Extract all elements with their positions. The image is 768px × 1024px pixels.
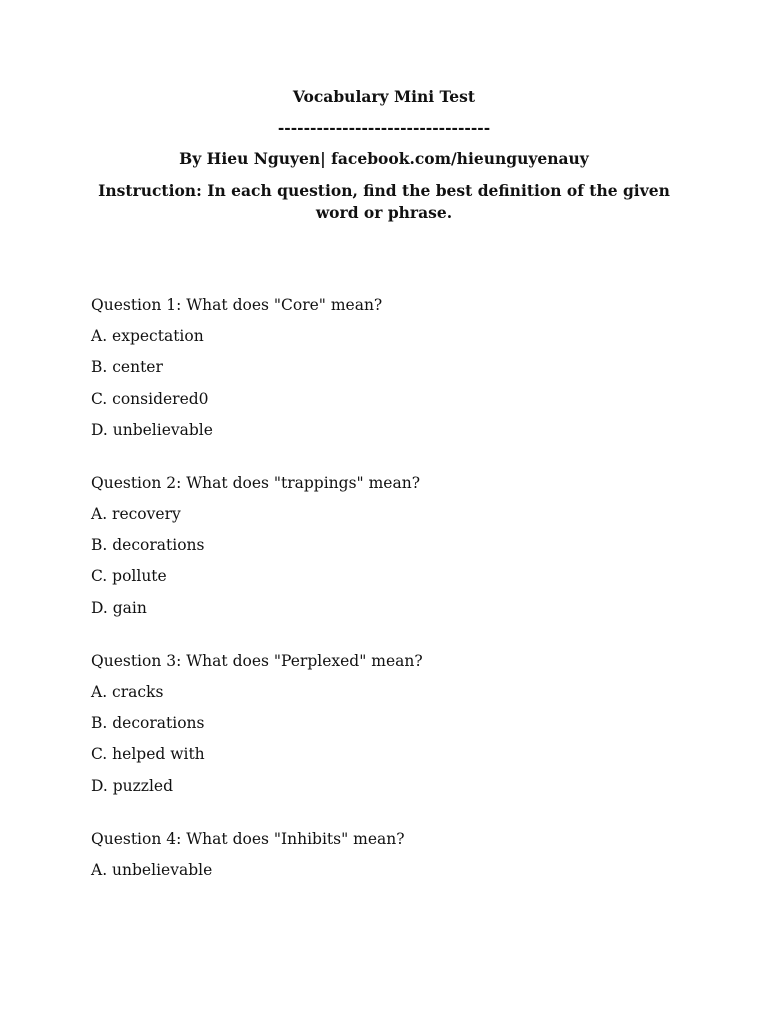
option-a: A. recovery [91, 504, 181, 523]
document-title: Vocabulary Mini Test [292, 87, 476, 106]
option-d: D. unbelievable [91, 420, 213, 439]
title-divider: --------------------------------- [277, 118, 491, 137]
option-d: D. puzzled [91, 776, 174, 795]
question-text: Question 4: What does "Inhibits" mean? [91, 829, 405, 848]
option-c: C. pollute [91, 567, 167, 586]
option-a: A. expectation [91, 327, 204, 345]
option-c: C. helped with [91, 745, 205, 764]
option-a: A. cracks [91, 682, 164, 701]
question-3 [91, 650, 711, 797]
question-list [91, 294, 711, 912]
question-text: Question 1: What does "Core" mean? [91, 296, 383, 314]
instruction-text: Instruction: In each question, find the best definition of the given word or phrase. [98, 181, 670, 222]
option-c: C. considered0 [91, 389, 209, 408]
option-b: B. decorations [91, 714, 205, 733]
option-b: B. center [91, 358, 163, 377]
question-text: Question 2: What does "trappings" mean? [91, 473, 421, 492]
option-b: B. decorations [91, 536, 205, 555]
author-byline: By Hieu Nguyen| facebook.com/hieunguyenauy [179, 149, 589, 168]
question-1 [91, 294, 711, 441]
question-2 [91, 472, 711, 619]
question-4 [91, 828, 711, 881]
question-text: Question 3: What does "Perplexed" mean? [91, 651, 423, 670]
option-d: D. gain [91, 598, 147, 617]
option-a: A. unbelievable [91, 860, 213, 879]
